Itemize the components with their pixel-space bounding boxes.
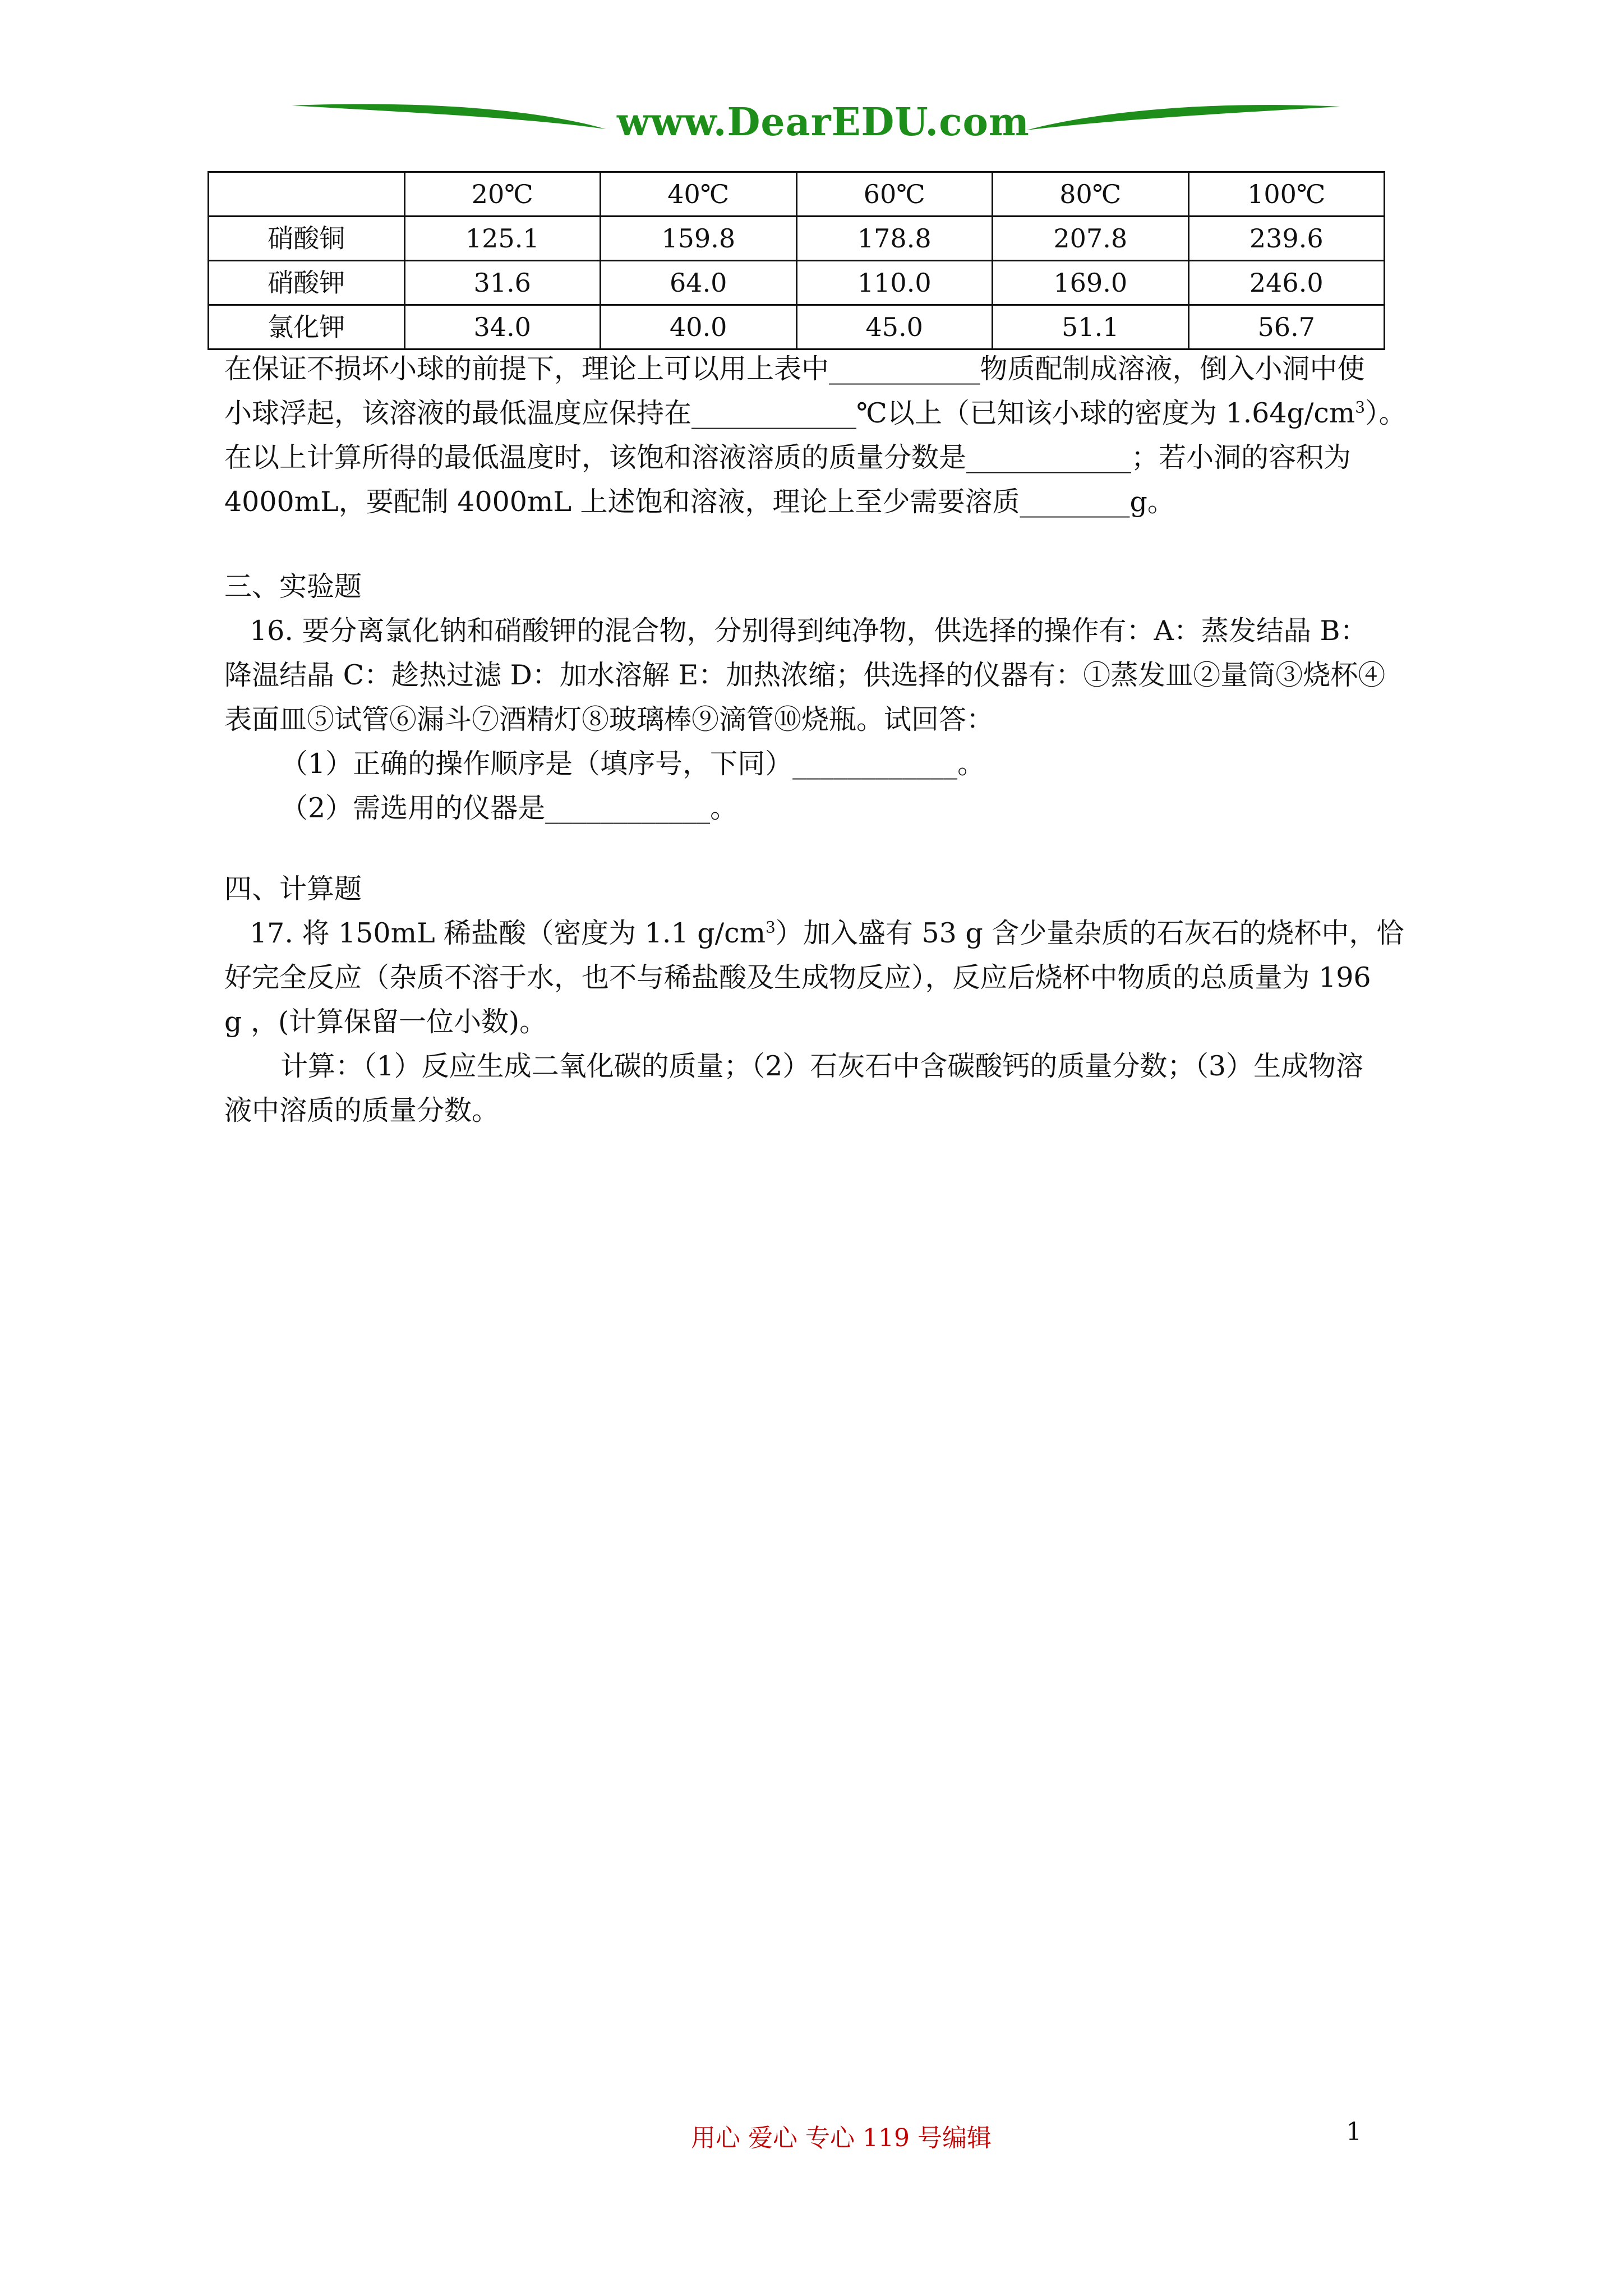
table-cell: 125.1 — [404, 217, 601, 261]
table-row — [209, 217, 1385, 261]
page-header — [292, 95, 1340, 146]
table-cell: 51.1 — [993, 305, 1189, 349]
table-cell: 56.7 — [1188, 305, 1385, 349]
question-line: 好完全反应（杂质不溶于水，也不与稀盐酸及生成物反应），反应后烧杯中物质的总质量为 196 — [224, 961, 1371, 993]
question-line — [250, 911, 1450, 955]
solubility-table — [208, 171, 1385, 350]
row-label: 硝酸钾 — [209, 261, 405, 305]
question-text: ）加入盛有 53 g 含少量杂质的石灰石的烧杯中，恰 — [775, 917, 1404, 949]
table-cell: 64.0 — [601, 261, 797, 305]
question-line: 液中溶质的质量分数。 — [224, 1094, 500, 1126]
table-cell: 31.6 — [404, 261, 601, 305]
table-row — [209, 305, 1385, 349]
table-cell: 178.8 — [796, 217, 993, 261]
paragraph-line: 在以上计算所得的最低温度时，该饱和溶液溶质的质量分数是____________；若小洞的容积为 — [224, 441, 1352, 473]
row-label: 氯化钾 — [209, 305, 405, 349]
table-header-cell: 100℃ — [1188, 172, 1385, 217]
table-cell: 169.0 — [993, 261, 1189, 305]
table-cell: 110.0 — [796, 261, 993, 305]
table-cell: 40.0 — [601, 305, 797, 349]
page-footer: 用心 爱心 专心 119 号编辑 — [691, 2124, 992, 2152]
superscript: 3 — [1355, 398, 1366, 417]
paragraph-line — [224, 391, 1424, 435]
question-line: 降温结晶 C：趁热过滤 D：加水溶解 E：加热浓缩；供选择的仪器有：①蒸发皿②量筒③烧杯④ — [224, 659, 1386, 691]
table-header-cell: 60℃ — [796, 172, 993, 217]
site-brand: www.DearEDU.com — [617, 100, 1030, 145]
page-number: 1 — [1346, 2118, 1362, 2146]
table-header-cell: 40℃ — [601, 172, 797, 217]
table-header-row — [209, 172, 1385, 217]
question-subitem: （2）需选用的仪器是____________。 — [280, 792, 738, 824]
superscript: 3 — [766, 918, 776, 937]
paragraph-line: 4000mL，要配制 4000mL 上述饱和溶液，理论上至少需要溶质________g。 — [224, 486, 1175, 518]
section-title: 四、计算题 — [224, 873, 362, 905]
table-cell: 239.6 — [1188, 217, 1385, 261]
question-line: g ，(计算保留一位小数)。 — [224, 1006, 547, 1038]
table-cell: 246.0 — [1188, 261, 1385, 305]
paragraph-text: 小球浮起，该溶液的最低温度应保持在____________℃以上（已知该小球的密度为 1.64g/cm — [224, 397, 1355, 429]
paragraph-line: 在保证不损坏小球的前提下，理论上可以用上表中___________物质配制成溶液，倒入小洞中使 — [224, 353, 1365, 385]
question-text: 17. 将 150mL 稀盐酸（密度为 1.1 g/cm — [250, 917, 766, 949]
table-cell: 159.8 — [601, 217, 797, 261]
table-cell: 207.8 — [993, 217, 1189, 261]
table-header-cell — [209, 172, 405, 217]
question-line: 表面皿⑤试管⑥漏斗⑦酒精灯⑧玻璃棒⑨滴管⑩烧瓶。试回答： — [224, 703, 994, 735]
paragraph-text: ）。 — [1365, 397, 1407, 429]
table-header-cell: 80℃ — [993, 172, 1189, 217]
question-line: 计算：（1）反应生成二氧化碳的质量；（2）石灰石中含碳酸钙的质量分数；（3）生成物溶 — [280, 1050, 1364, 1082]
table-row — [209, 261, 1385, 305]
table-header-cell: 20℃ — [404, 172, 601, 217]
question-line: 16. 要分离氯化钠和硝酸钾的混合物，分别得到纯净物，供选择的操作有：A：蒸发结晶 B： — [250, 615, 1368, 647]
table-cell: 45.0 — [796, 305, 993, 349]
question-subitem: （1）正确的操作顺序是（填序号，下同）____________。 — [280, 748, 985, 780]
table-cell: 34.0 — [404, 305, 601, 349]
row-label: 硝酸铜 — [209, 217, 405, 261]
section-title: 三、实验题 — [224, 570, 362, 602]
